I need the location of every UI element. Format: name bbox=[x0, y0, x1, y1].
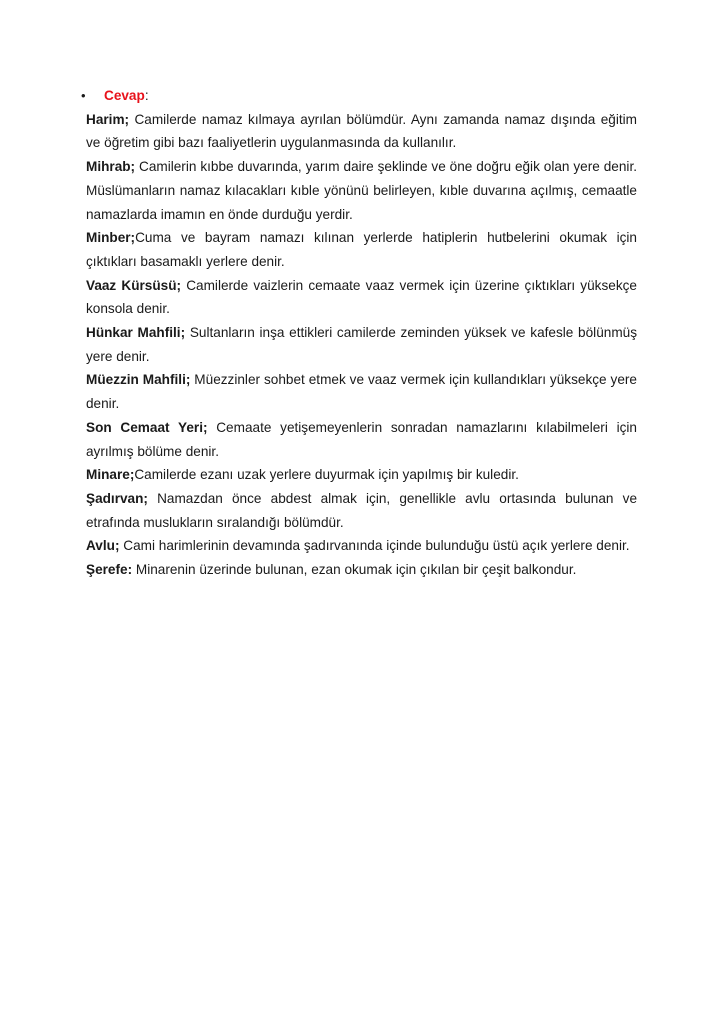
glossary-term: Vaaz Kürsüsü; bbox=[86, 277, 182, 293]
glossary-definition: Camilerin kıbbe duvarında, yarım daire şeklinde ve öne doğru eğik olan yere denir. Müslümanların namaz kılacakları kıble yönünü belirleyen, kıble duvarına açılmış, cemaatle namazlarda imamın en önde durduğu yerdir. bbox=[86, 159, 637, 222]
glossary-entry-mihrab bbox=[86, 155, 637, 226]
glossary-entry-muezzin-mahfili bbox=[86, 368, 637, 415]
glossary-entry-vaaz-kursusu bbox=[86, 274, 637, 321]
glossary-definition: Sultanların inşa ettikleri camilerde zeminden yüksek ve kafesle bölünmüş yere denir. bbox=[86, 325, 638, 364]
glossary-definition: Camilerde vaizlerin cemaate vaaz vermek için üzerine çıktıkları yüksekçe konsola denir. bbox=[86, 277, 637, 317]
glossary-definition: Namazdan önce abdest almak için, genellikle avlu ortasında bulunan ve etrafında muslukların sıralandığı bölümdür. bbox=[86, 490, 637, 530]
glossary-definition: Cemaate yetişemeyenlerin sonradan namazlarını kılabilmeleri için ayrılmış bölüme denir. bbox=[86, 419, 637, 459]
glossary-entry-hunkar-mahfili bbox=[86, 321, 637, 368]
glossary-entry-minare bbox=[86, 463, 637, 487]
glossary-term: Minber; bbox=[86, 230, 136, 246]
glossary-definition: Müezzinler sohbet etmek ve vaaz vermek için kullandıkları yüksekçe yere denir. bbox=[86, 372, 637, 412]
glossary-term: Mihrab; bbox=[86, 159, 136, 175]
bullet-icon: • bbox=[81, 88, 86, 103]
glossary-entry-serefe bbox=[86, 558, 637, 582]
glossary-entry-sadirvan bbox=[86, 487, 637, 534]
glossary-definition: Minarenin üzerinde bulunan, ezan okumak için çıkılan bir çeşit balkondur. bbox=[132, 562, 577, 578]
glossary-term: Harim; bbox=[86, 111, 130, 127]
glossary-term: Müezzin Mahfili; bbox=[86, 372, 191, 388]
answer-label: Cevap bbox=[104, 88, 145, 103]
glossary-term: Minare; bbox=[86, 467, 135, 483]
glossary-term: Şerefe: bbox=[86, 562, 133, 578]
glossary-definition: Camilerde namaz kılmaya ayrılan bölümdür. Aynı zamanda namaz dışında eğitim ve öğretim gibi bazı faaliyetlerin uygulanmasında da kullanılır. bbox=[86, 111, 637, 151]
glossary-definition: Cuma ve bayram namazı kılınan yerlerde hatiplerin hutbelerini okumak için çıktıkları basamaklı yerlere denir. bbox=[86, 230, 637, 269]
answer-section bbox=[81, 84, 638, 582]
glossary-definition: Cami harimlerinin devamında şadırvanında içinde bulunduğu üstü açık yerlere denir. bbox=[119, 538, 630, 554]
glossary-entry-avlu bbox=[86, 534, 637, 558]
glossary-term: Son Cemaat Yeri; bbox=[86, 419, 208, 435]
glossary-term: Şadırvan; bbox=[86, 490, 148, 506]
glossary-entry-harim bbox=[86, 108, 637, 155]
glossary-term: Hünkar Mahfili; bbox=[86, 325, 186, 341]
glossary-term: Avlu; bbox=[86, 538, 120, 554]
glossary-definition: Camilerde ezanı uzak yerlere duyurmak için yapılmış bir kuledir. bbox=[134, 467, 519, 483]
answer-colon: : bbox=[144, 88, 149, 103]
answer-heading bbox=[81, 84, 637, 108]
glossary-entry-son-cemaat-yeri bbox=[86, 416, 637, 463]
glossary-entry-minber bbox=[86, 226, 637, 273]
